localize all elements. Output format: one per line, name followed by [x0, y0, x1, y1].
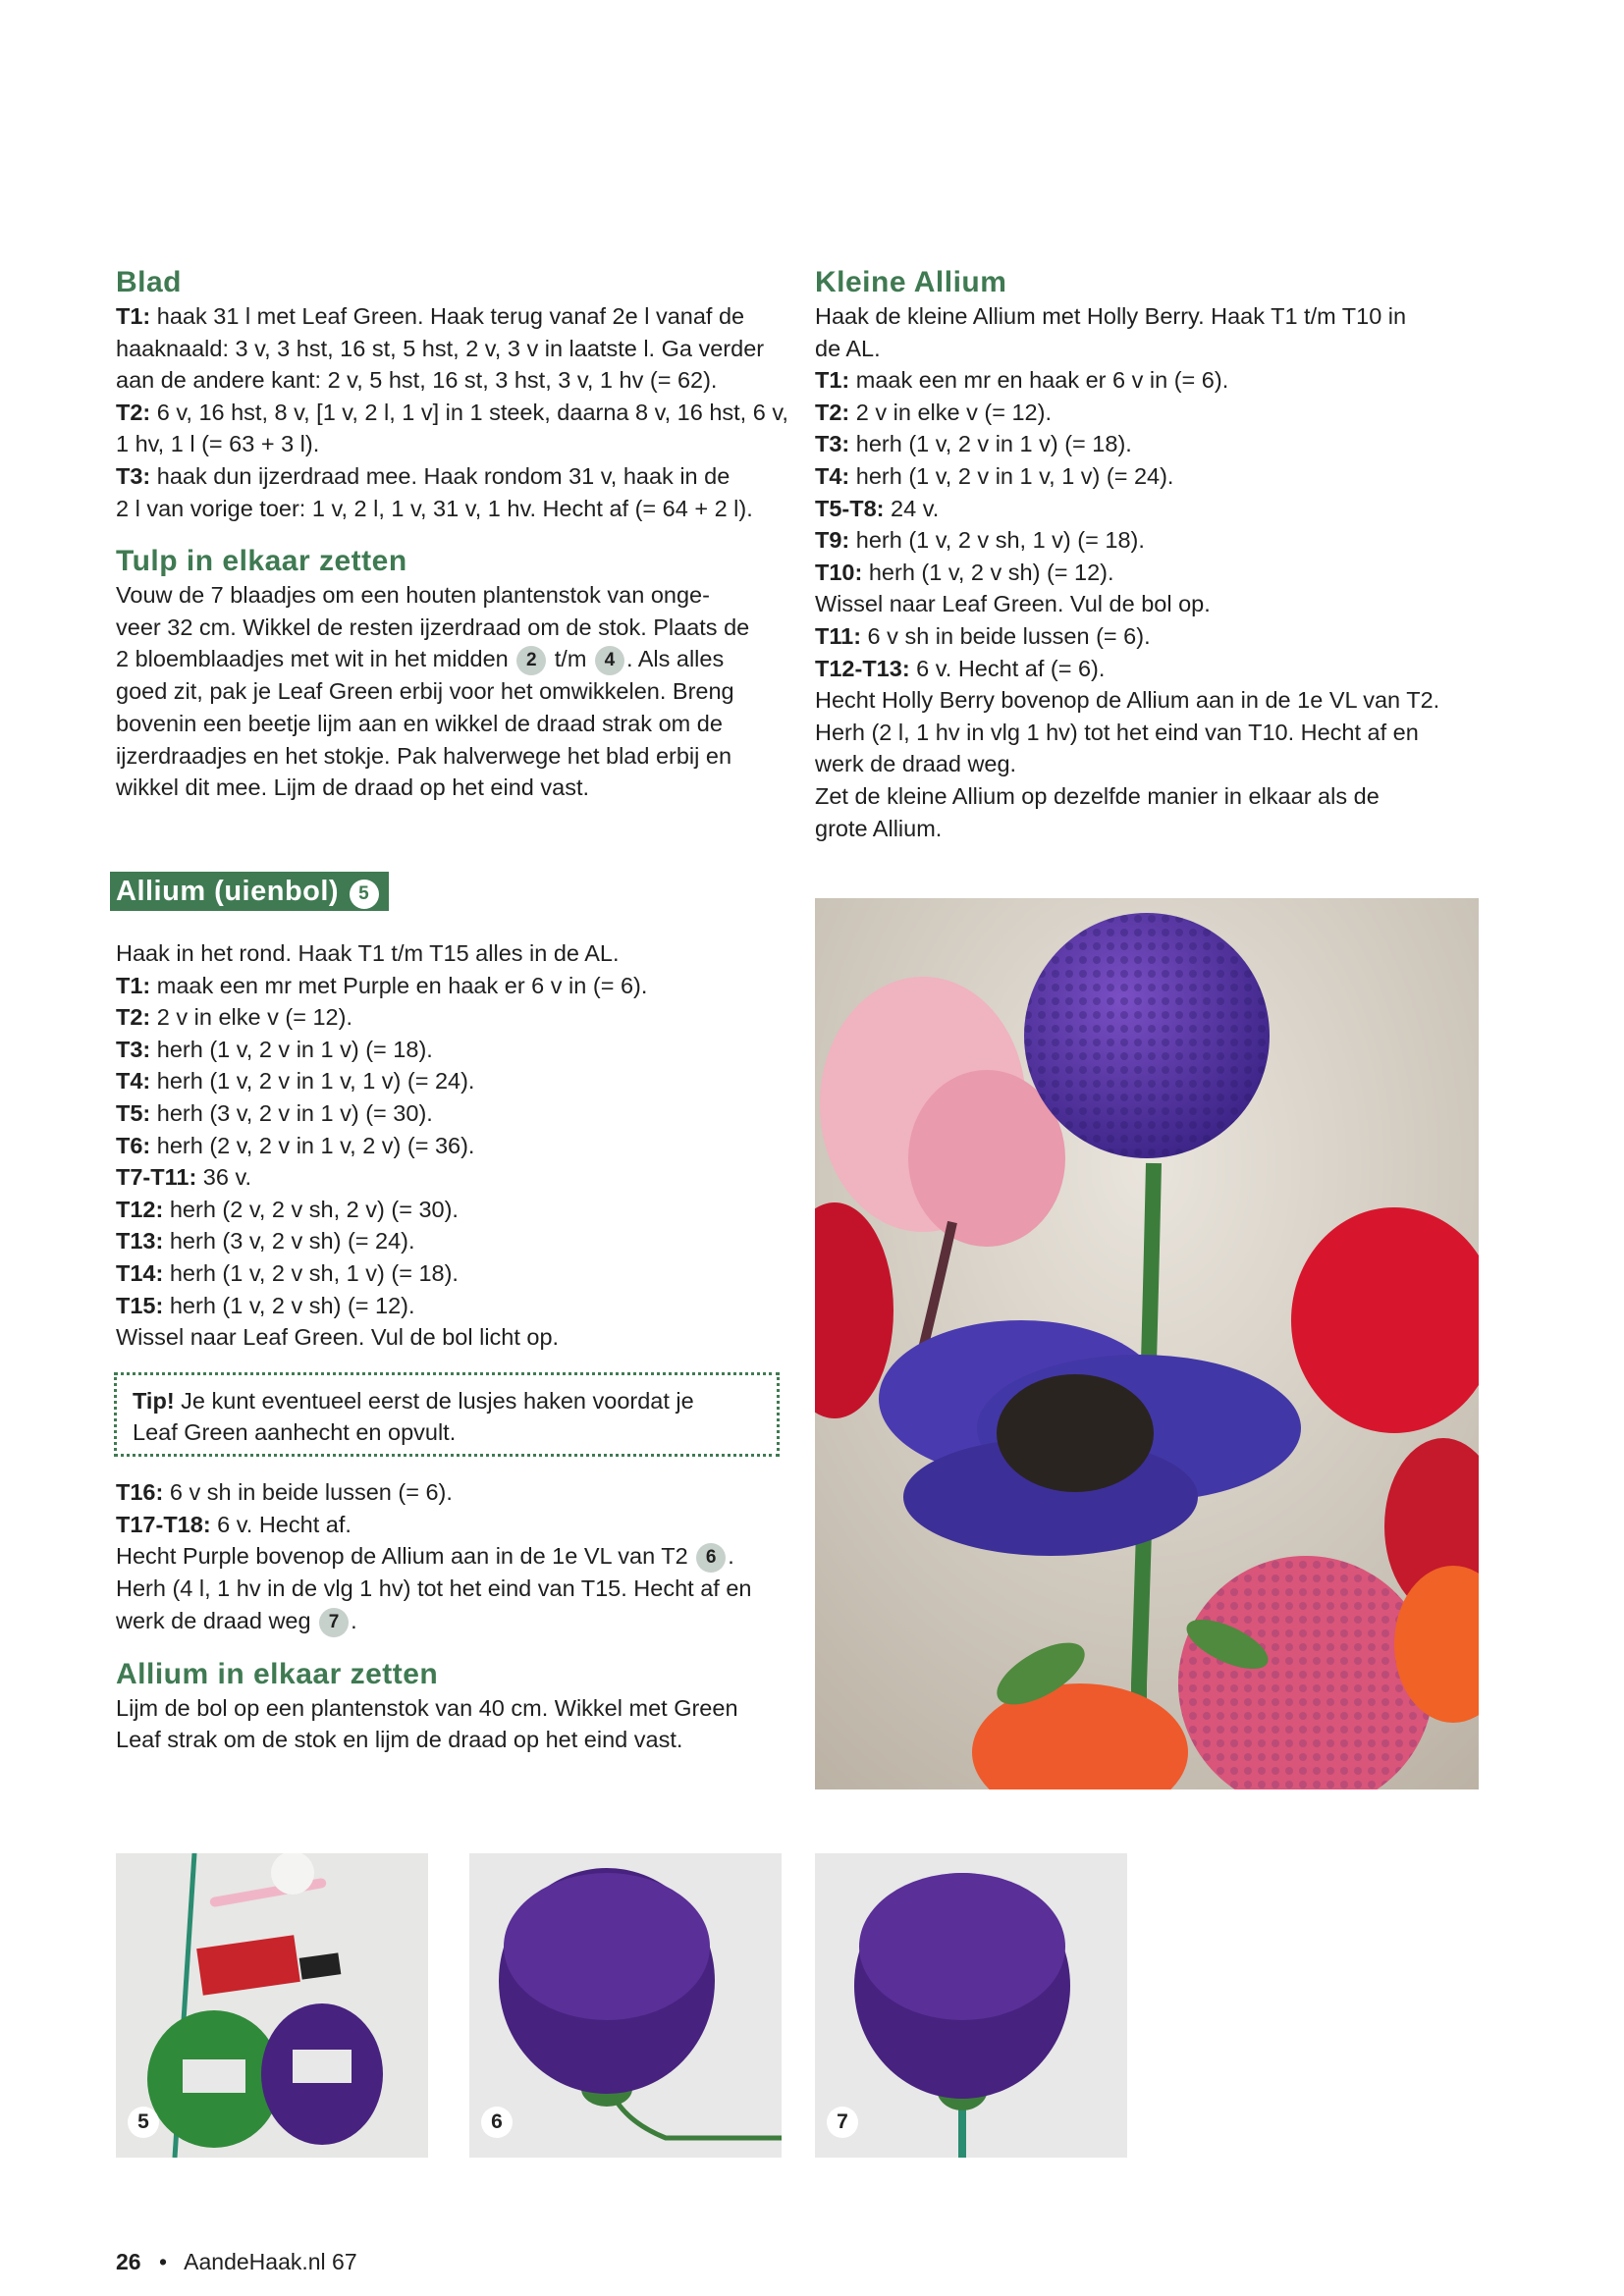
round-text: herh (1 v, 2 v sh) (= 12). — [163, 1292, 415, 1318]
round-label: T1: — [116, 972, 151, 998]
kleine-rows — [815, 364, 1502, 588]
instruction-row — [815, 364, 1502, 397]
round-text: 36 v. — [196, 1164, 252, 1191]
allium-section — [116, 937, 793, 1354]
allium-herh: Herh (4 l, 1 hv in de vlg 1 hv) tot het eind van T15. Hecht af en — [116, 1575, 752, 1602]
allium-section-header: Allium (uienbol) 5 — [110, 872, 389, 911]
round-label: T7-T11: — [116, 1164, 197, 1191]
instruction-row — [815, 428, 1502, 460]
step-number: 5 — [128, 2107, 159, 2138]
instruction-row — [116, 1130, 793, 1162]
round-text: herh (1 v, 2 v sh, 1 v) (= 18). — [849, 527, 1145, 554]
instruction-row — [116, 1509, 803, 1541]
kleine-end: Zet de kleine Allium op dezelfde manier in elkaar als de — [815, 782, 1380, 809]
round-text: haaknaald: 3 v, 3 hst, 16 st, 5 hst, 2 v, 3 v in laatste l. Ga verder — [116, 335, 765, 361]
round-label: T3: — [116, 1036, 151, 1062]
round-label: T16: — [116, 1479, 164, 1505]
instruction-row — [116, 1001, 793, 1034]
tulp-line: 2 bloemblaadjes met wit in het midden 2 t/m 4 . Als alles — [116, 643, 793, 675]
kleine-rows-2 — [815, 620, 1502, 684]
tulp-line: bovenin een beetje lijm aan en wikkel de draad strak om de — [116, 710, 723, 736]
kleine-intro: Haak de kleine Allium met Holly Berry. Haak T1 t/m T10 in — [815, 303, 1407, 329]
instruction-row — [116, 1476, 803, 1509]
blad-heading: Blad — [116, 266, 183, 298]
round-label: T11: — [815, 622, 862, 649]
instruction-row — [116, 493, 793, 525]
round-text: maak een mr en haak er 6 v in (= 6). — [849, 367, 1229, 394]
tip-box: Tip! Je kunt eventueel eerst de lusjes haken voordat je Leaf Green aanhecht en opvult. — [114, 1372, 780, 1457]
tulp-line: veer 32 cm. Wikkel de resten ijzerdraad om de stok. Plaats de — [116, 614, 750, 640]
round-label: T3: — [116, 462, 151, 489]
kleine-intro: de AL. — [815, 335, 881, 361]
instruction-row — [815, 557, 1502, 589]
instruction-row — [116, 1290, 793, 1322]
instruction-row — [815, 524, 1502, 557]
round-text: herh (1 v, 2 v in 1 v, 1 v) (= 24). — [849, 462, 1174, 489]
allium-rows — [116, 970, 793, 1322]
allium-zetten-heading: Allium in elkaar zetten — [116, 1657, 439, 1690]
round-text: herh (2 v, 2 v in 1 v, 2 v) (= 36). — [150, 1132, 475, 1158]
allium-intro: Haak in het rond. Haak T1 t/m T15 alles in de AL. — [116, 940, 620, 966]
tulp-line: wikkel dit mee. Lijm de draad op het eind vast. — [116, 774, 590, 801]
round-text: haak 31 l met Leaf Green. Haak terug vanaf 2e l vanaf de — [150, 303, 745, 329]
round-label: T15: — [116, 1292, 164, 1318]
kleine-end: grote Allium. — [815, 815, 943, 841]
round-label: T5-T8: — [815, 495, 885, 521]
round-text: 1 hv, 1 l (= 63 + 3 l). — [116, 431, 320, 457]
instruction-row — [116, 970, 793, 1002]
instruction-row — [116, 397, 793, 429]
instruction-row — [815, 620, 1502, 653]
blad-section — [116, 265, 793, 804]
tip-line: Leaf Green aanhecht en opvult. — [133, 1419, 457, 1445]
round-label: T3: — [815, 431, 850, 457]
round-text: 2 l van vorige toer: 1 v, 2 l, 1 v, 31 v, 1 hv. Hecht af (= 64 + 2 l). — [116, 495, 753, 521]
round-text: herh (2 v, 2 v sh, 2 v) (= 30). — [163, 1196, 459, 1222]
allium-werk: werk de draad weg 7 . — [116, 1605, 803, 1637]
kleine-end: Hecht Holly Berry bovenop de Allium aan in de 1e VL van T2. — [815, 687, 1440, 714]
round-text: herh (1 v, 2 v in 1 v) (= 18). — [150, 1036, 433, 1062]
instruction-row — [815, 397, 1502, 429]
kleine-end: Herh (2 l, 1 hv in vlg 1 hv) tot het eind van T10. Hecht af en — [815, 719, 1419, 745]
step-badge: 7 — [319, 1608, 349, 1637]
round-label: T9: — [815, 527, 850, 554]
instruction-row — [815, 653, 1502, 685]
allium-rows-2 — [116, 1476, 803, 1540]
round-text: herh (3 v, 2 v sh) (= 24). — [163, 1228, 415, 1255]
round-label: T14: — [116, 1259, 164, 1286]
round-text: 6 v sh in beide lussen (= 6). — [861, 622, 1151, 649]
round-label: T1: — [116, 303, 151, 329]
round-label: T5: — [116, 1099, 151, 1126]
footer-separator: • — [158, 2249, 168, 2274]
round-text: herh (1 v, 2 v in 1 v) (= 18). — [849, 431, 1132, 457]
round-label: T4: — [116, 1068, 151, 1095]
tulp-heading: Tulp in elkaar zetten — [116, 545, 407, 578]
instruction-row — [116, 1257, 793, 1290]
allium-zetten-line: Leaf strak om de stok en lijm de draad op het eind vast. — [116, 1727, 683, 1753]
round-text: 6 v sh in beide lussen (= 6). — [163, 1479, 453, 1505]
page-number: 26 — [116, 2249, 141, 2274]
instruction-row — [116, 300, 793, 333]
step-badge: 6 — [696, 1543, 726, 1573]
instruction-row — [815, 460, 1502, 493]
kleine-allium-section — [815, 265, 1502, 844]
allium-after: Wissel naar Leaf Green. Vul de bol licht op. — [116, 1324, 560, 1351]
step-number: 7 — [827, 2107, 858, 2138]
allium-section-2 — [116, 1476, 803, 1756]
round-text: herh (1 v, 2 v sh, 1 v) (= 18). — [163, 1259, 459, 1286]
instruction-row — [116, 428, 793, 460]
tulp-line: Vouw de 7 blaadjes om een houten plantenstok van onge- — [116, 582, 710, 609]
round-text: 24 v. — [884, 495, 940, 521]
blad-instructions — [116, 300, 793, 524]
round-label: T13: — [116, 1228, 164, 1255]
step-number: 6 — [481, 2107, 513, 2138]
instruction-row — [116, 1194, 793, 1226]
instruction-row — [116, 1097, 793, 1130]
kleine-heading: Kleine Allium — [815, 266, 1007, 298]
instruction-row — [116, 1161, 793, 1194]
step-photo-7 — [815, 1853, 1127, 2158]
round-text: 6 v. Hecht af. — [210, 1511, 352, 1537]
tulp-line: ijzerdraadjes en het stokje. Pak halverwege het blad erbij en — [116, 742, 732, 769]
round-text: herh (1 v, 2 v in 1 v, 1 v) (= 24). — [150, 1068, 475, 1095]
instruction-row — [116, 333, 793, 365]
step-photo-6 — [469, 1853, 782, 2158]
tip-label: Tip! — [133, 1388, 175, 1414]
round-label: T4: — [815, 462, 850, 489]
round-label: T2: — [116, 1004, 151, 1031]
magazine-name: AandeHaak.nl 67 — [184, 2249, 357, 2274]
round-label: T12-T13: — [815, 655, 910, 681]
round-text: 2 v in elke v (= 12). — [849, 399, 1052, 425]
round-label: T6: — [116, 1132, 151, 1158]
instruction-row — [116, 460, 793, 493]
round-label: T12: — [116, 1196, 164, 1222]
allium-hecht: Hecht Purple bovenop de Allium aan in de 1e VL van T2 6 . — [116, 1540, 803, 1573]
round-text: haak dun ijzerdraad mee. Haak rondom 31 v, haak in de — [150, 462, 731, 489]
step-badge: 4 — [595, 646, 624, 675]
instruction-row — [116, 1034, 793, 1066]
instruction-row — [116, 1225, 793, 1257]
flowers-photo — [815, 898, 1479, 1789]
round-label: T2: — [116, 399, 151, 425]
round-text: herh (1 v, 2 v sh) (= 12). — [862, 559, 1114, 585]
page-footer — [116, 2249, 357, 2275]
instruction-row — [116, 364, 793, 397]
round-label: T17-T18: — [116, 1511, 211, 1537]
allium-zetten-line: Lijm de bol op een plantenstok van 40 cm. Wikkel met Green — [116, 1694, 738, 1721]
round-text: 2 v in elke v (= 12). — [150, 1004, 352, 1031]
instruction-row — [815, 493, 1502, 525]
instruction-row — [116, 1065, 793, 1097]
kleine-end: werk de draad weg. — [815, 751, 1017, 777]
tulp-line: goed zit, pak je Leaf Green erbij voor het omwikkelen. Breng — [116, 678, 734, 705]
round-text: 6 v, 16 hst, 8 v, [1 v, 2 l, 1 v] in 1 steek, daarna 8 v, 16 hst, 6 v, — [150, 399, 788, 425]
step-badge: 5 — [350, 880, 379, 909]
round-label: T10: — [815, 559, 863, 585]
round-text: aan de andere kant: 2 v, 5 hst, 16 st, 3 hst, 3 v, 1 hv (= 62). — [116, 367, 718, 394]
round-text: herh (3 v, 2 v in 1 v) (= 30). — [150, 1099, 433, 1126]
round-label: T2: — [815, 399, 850, 425]
round-text: maak een mr met Purple en haak er 6 v in (= 6). — [150, 972, 648, 998]
round-text: 6 v. Hecht af (= 6). — [909, 655, 1106, 681]
round-label: T1: — [815, 367, 850, 394]
step-badge: 2 — [516, 646, 546, 675]
step-photo-5 — [116, 1853, 428, 2158]
kleine-wissel: Wissel naar Leaf Green. Vul de bol op. — [815, 591, 1211, 617]
